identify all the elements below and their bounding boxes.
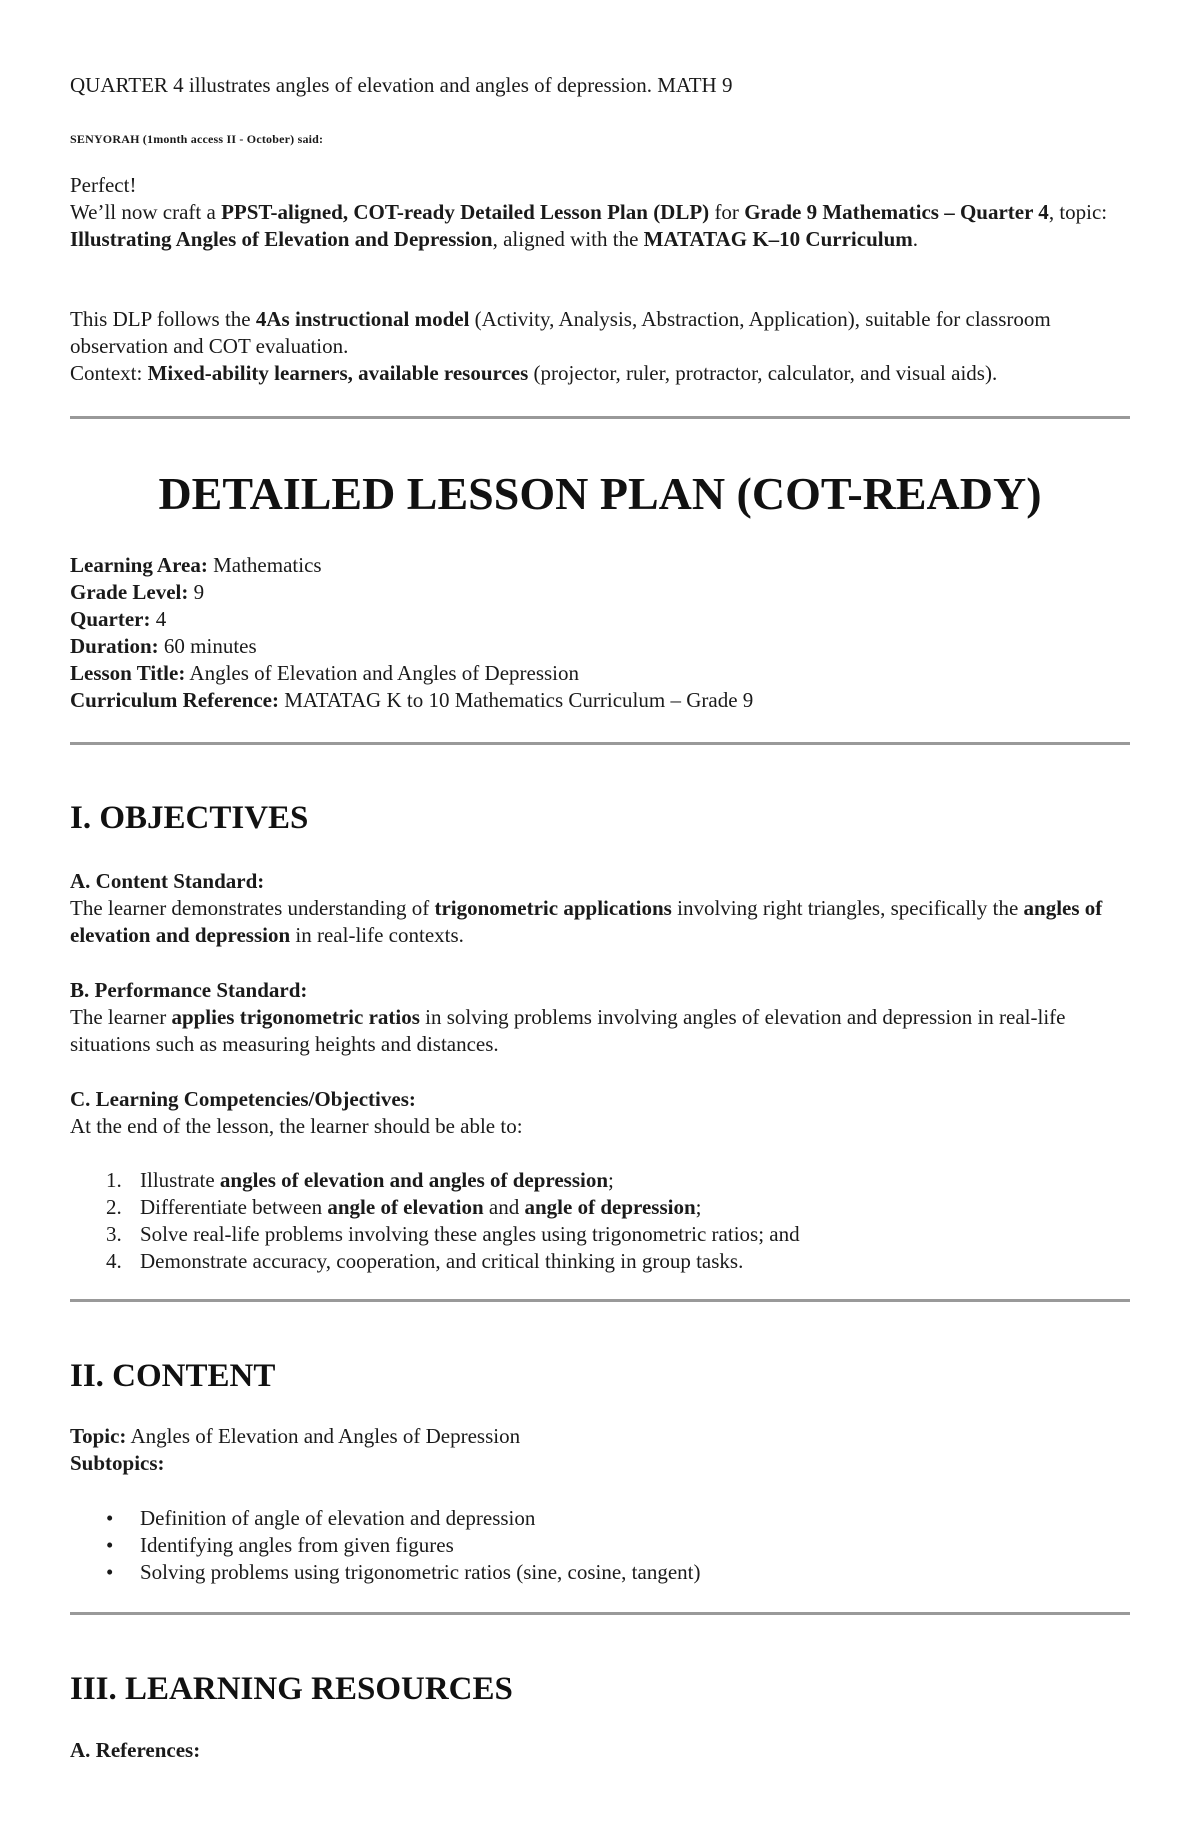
- meta-learning-area: Learning Area: Mathematics: [70, 553, 322, 577]
- content-standard: [70, 868, 1140, 949]
- bullet-icon: •: [106, 1533, 114, 1557]
- document-title-line: QUARTER 4 illustrates angles of elevation and angles of depression. MATH 9: [70, 73, 733, 97]
- meta-curriculum-reference: Curriculum Reference: MATATAG K to 10 Mathematics Curriculum – Grade 9: [70, 688, 754, 712]
- objectives-list: [70, 1167, 1140, 1275]
- topic-line: Topic: Angles of Elevation and Angles of Depression: [70, 1424, 521, 1448]
- divider: [70, 416, 1130, 419]
- intro-paragraph: [70, 172, 1130, 253]
- meta-lesson-title: Lesson Title: Angles of Elevation and Angles of Depression: [70, 661, 580, 685]
- content-standard-label: A. Content Standard:: [70, 869, 265, 893]
- references-label: A. References:: [70, 1738, 201, 1762]
- list-item: 3. Solve real-life problems involving these angles using trigonometric ratios; and: [106, 1222, 800, 1246]
- divider: [70, 1612, 1130, 1615]
- intro-perfect: Perfect!: [70, 173, 137, 197]
- list-item: • Definition of angle of elevation and depression: [106, 1506, 536, 1530]
- subtopics-list: [70, 1505, 1140, 1586]
- intro-context: [70, 306, 1130, 387]
- meta-duration: Duration: 60 minutes: [70, 634, 257, 658]
- learning-competencies-intro: At the end of the lesson, the learner should be able to:: [70, 1114, 523, 1138]
- content-topic: [70, 1423, 1140, 1477]
- bullet-icon: •: [106, 1506, 114, 1530]
- references: [70, 1737, 1140, 1764]
- bullet-icon: •: [106, 1560, 114, 1584]
- list-item: 4. Demonstrate accuracy, cooperation, and critical thinking in group tasks.: [106, 1249, 744, 1273]
- intro-p1: We’ll now craft a PPST-aligned, COT-ready Detailed Lesson Plan (DLP) for Grade 9 Mathematics – Quarter 4, topic: Illustrating Angles of Elevation and Depression, aligned with the MATATAG K–10 Curriculum.: [70, 200, 1108, 251]
- learning-competencies-label: C. Learning Competencies/Objectives:: [70, 1087, 416, 1111]
- meta-grade-level: Grade Level: 9: [70, 580, 205, 604]
- performance-standard-text: The learner applies trigonometric ratios in solving problems involving angles of elevation and depression in real-life situations such as measuring heights and distances.: [70, 1005, 1066, 1056]
- list-item: • Identifying angles from given figures: [106, 1533, 454, 1557]
- section-heading-learning-resources: III. LEARNING RESOURCES: [70, 1671, 513, 1707]
- content-standard-text: The learner demonstrates understanding of trigonometric applications involving right triangles, specifically the angles of elevation and depression in real-life contexts.: [70, 896, 1103, 947]
- list-item: • Solving problems using trigonometric ratios (sine, cosine, tangent): [106, 1560, 701, 1584]
- meta-quarter: Quarter: 4: [70, 607, 167, 631]
- lesson-plan-title: DETAILED LESSON PLAN (COT-READY): [158, 468, 1042, 519]
- section-heading-content: II. CONTENT: [70, 1358, 276, 1394]
- subtopics-label: Subtopics:: [70, 1451, 165, 1475]
- learning-competencies: [70, 1086, 1140, 1140]
- divider: [70, 1299, 1130, 1302]
- list-item: 2. Differentiate between angle of elevation and angle of depression;: [106, 1195, 702, 1219]
- performance-standard-label: B. Performance Standard:: [70, 978, 308, 1002]
- section-heading-objectives: I. OBJECTIVES: [70, 800, 309, 836]
- performance-standard: [70, 977, 1140, 1058]
- divider: [70, 742, 1130, 745]
- author-said-line: SENYORAH (1month access II - October) said:: [70, 132, 324, 146]
- lesson-meta: [70, 552, 753, 714]
- intro-p2: This DLP follows the 4As instructional model (Activity, Analysis, Abstraction, Application), suitable for classroom observation and COT evaluation.: [70, 307, 1051, 358]
- list-item: 1. Illustrate angles of elevation and angles of depression;: [106, 1168, 614, 1192]
- intro-p3: Context: Mixed-ability learners, available resources (projector, ruler, protractor, calculator, and visual aids).: [70, 361, 998, 385]
